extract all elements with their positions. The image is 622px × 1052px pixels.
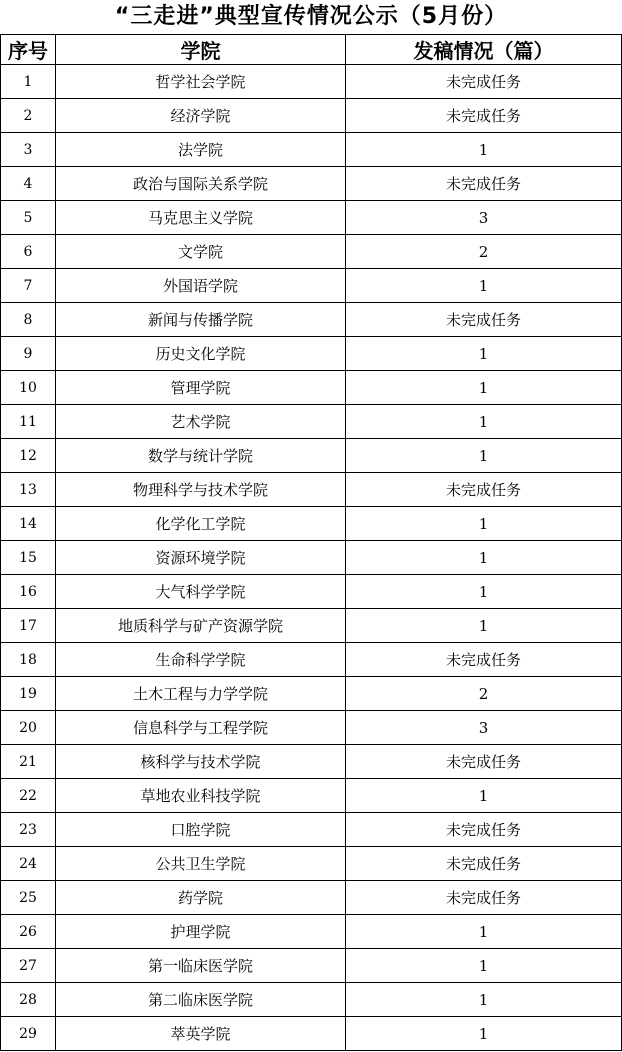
table-row bbox=[1, 167, 622, 201]
cell-index[interactable]: 26 bbox=[1, 915, 56, 949]
table-row bbox=[1, 677, 622, 711]
cell-index[interactable]: 14 bbox=[1, 507, 56, 541]
cell-school[interactable]: 经济学院 bbox=[56, 99, 346, 133]
cell-index[interactable]: 2 bbox=[1, 99, 56, 133]
cell-status[interactable]: 未完成任务 bbox=[346, 473, 622, 507]
table-row bbox=[1, 915, 622, 949]
cell-school[interactable]: 第一临床医学院 bbox=[56, 949, 346, 983]
cell-index[interactable]: 21 bbox=[1, 745, 56, 779]
header-row bbox=[1, 35, 622, 65]
cell-school[interactable]: 护理学院 bbox=[56, 915, 346, 949]
table-row bbox=[1, 507, 622, 541]
table-row bbox=[1, 779, 622, 813]
cell-index[interactable]: 20 bbox=[1, 711, 56, 745]
cell-school[interactable]: 文学院 bbox=[56, 235, 346, 269]
cell-school[interactable]: 萃英学院 bbox=[56, 1017, 346, 1051]
cell-status[interactable]: 未完成任务 bbox=[346, 881, 622, 915]
cell-index[interactable]: 12 bbox=[1, 439, 56, 473]
cell-school[interactable]: 历史文化学院 bbox=[56, 337, 346, 371]
cell-school[interactable]: 哲学社会学院 bbox=[56, 65, 346, 99]
cell-status[interactable]: 3 bbox=[346, 711, 622, 745]
table-row bbox=[1, 575, 622, 609]
table-row bbox=[1, 201, 622, 235]
cell-school[interactable]: 物理科学与技术学院 bbox=[56, 473, 346, 507]
cell-school[interactable]: 法学院 bbox=[56, 133, 346, 167]
cell-index[interactable]: 23 bbox=[1, 813, 56, 847]
table-row bbox=[1, 983, 622, 1017]
cell-status[interactable]: 1 bbox=[346, 541, 622, 575]
cell-status[interactable]: 1 bbox=[346, 269, 622, 303]
table-row bbox=[1, 847, 622, 881]
cell-status[interactable]: 未完成任务 bbox=[346, 745, 622, 779]
cell-status[interactable]: 1 bbox=[346, 507, 622, 541]
cell-school[interactable]: 核科学与技术学院 bbox=[56, 745, 346, 779]
table-row bbox=[1, 99, 622, 133]
table-row bbox=[1, 65, 622, 99]
cell-status[interactable]: 未完成任务 bbox=[346, 303, 622, 337]
cell-school[interactable]: 公共卫生学院 bbox=[56, 847, 346, 881]
cell-index[interactable]: 24 bbox=[1, 847, 56, 881]
cell-index[interactable]: 1 bbox=[1, 65, 56, 99]
table-row bbox=[1, 711, 622, 745]
cell-index[interactable]: 28 bbox=[1, 983, 56, 1017]
column-header-status[interactable]: 发稿情况（篇） bbox=[346, 35, 622, 65]
cell-index[interactable]: 5 bbox=[1, 201, 56, 235]
cell-status[interactable]: 2 bbox=[346, 235, 622, 269]
cell-index[interactable]: 15 bbox=[1, 541, 56, 575]
cell-index[interactable]: 11 bbox=[1, 405, 56, 439]
cell-status[interactable]: 1 bbox=[346, 949, 622, 983]
cell-index[interactable]: 29 bbox=[1, 1017, 56, 1051]
cell-school[interactable]: 药学院 bbox=[56, 881, 346, 915]
table-row bbox=[1, 949, 622, 983]
cell-status[interactable]: 未完成任务 bbox=[346, 813, 622, 847]
table-row bbox=[1, 813, 622, 847]
cell-status[interactable]: 1 bbox=[346, 133, 622, 167]
table-row bbox=[1, 609, 622, 643]
cell-status[interactable]: 1 bbox=[346, 609, 622, 643]
cell-index[interactable]: 18 bbox=[1, 643, 56, 677]
cell-school[interactable]: 马克思主义学院 bbox=[56, 201, 346, 235]
cell-index[interactable]: 4 bbox=[1, 167, 56, 201]
cell-school[interactable]: 口腔学院 bbox=[56, 813, 346, 847]
cell-school[interactable]: 大气科学学院 bbox=[56, 575, 346, 609]
table-row bbox=[1, 371, 622, 405]
cell-status[interactable]: 3 bbox=[346, 201, 622, 235]
cell-school[interactable]: 艺术学院 bbox=[56, 405, 346, 439]
table-row bbox=[1, 303, 622, 337]
table-row bbox=[1, 133, 622, 167]
cell-status[interactable]: 1 bbox=[346, 371, 622, 405]
cell-school[interactable]: 数学与统计学院 bbox=[56, 439, 346, 473]
column-header-index[interactable]: 序号 bbox=[1, 35, 56, 65]
cell-school[interactable]: 管理学院 bbox=[56, 371, 346, 405]
cell-index[interactable]: 27 bbox=[1, 949, 56, 983]
cell-status[interactable]: 1 bbox=[346, 439, 622, 473]
cell-status[interactable]: 1 bbox=[346, 575, 622, 609]
page-title: “三走进”典型宣传情况公示（5月份） bbox=[114, 4, 508, 29]
table-row bbox=[1, 439, 622, 473]
cell-status[interactable]: 1 bbox=[346, 1017, 622, 1051]
cell-index[interactable]: 3 bbox=[1, 133, 56, 167]
table-row bbox=[1, 541, 622, 575]
table-row bbox=[1, 405, 622, 439]
table-row bbox=[1, 881, 622, 915]
cell-status[interactable]: 未完成任务 bbox=[346, 65, 622, 99]
table-row bbox=[1, 235, 622, 269]
table-row bbox=[1, 745, 622, 779]
cell-index[interactable]: 19 bbox=[1, 677, 56, 711]
cell-school[interactable]: 土木工程与力学学院 bbox=[56, 677, 346, 711]
cell-index[interactable]: 13 bbox=[1, 473, 56, 507]
cell-index[interactable]: 6 bbox=[1, 235, 56, 269]
table-row bbox=[1, 269, 622, 303]
cell-school[interactable]: 新闻与传播学院 bbox=[56, 303, 346, 337]
cell-index[interactable]: 25 bbox=[1, 881, 56, 915]
table-row bbox=[1, 473, 622, 507]
column-header-school[interactable]: 学院 bbox=[56, 35, 346, 65]
cell-school[interactable]: 草地农业科技学院 bbox=[56, 779, 346, 813]
cell-school[interactable]: 化学化工学院 bbox=[56, 507, 346, 541]
cell-status[interactable]: 1 bbox=[346, 779, 622, 813]
cell-index[interactable]: 9 bbox=[1, 337, 56, 371]
table-row bbox=[1, 643, 622, 677]
cell-status[interactable]: 未完成任务 bbox=[346, 167, 622, 201]
cell-status[interactable]: 未完成任务 bbox=[346, 99, 622, 133]
table-body bbox=[1, 65, 622, 1051]
table-row bbox=[1, 337, 622, 371]
cell-school[interactable]: 第二临床医学院 bbox=[56, 983, 346, 1017]
cell-status[interactable]: 1 bbox=[346, 337, 622, 371]
cell-status[interactable]: 1 bbox=[346, 915, 622, 949]
publicity-table bbox=[0, 34, 622, 1051]
cell-status[interactable]: 2 bbox=[346, 677, 622, 711]
cell-index[interactable]: 16 bbox=[1, 575, 56, 609]
cell-index[interactable]: 22 bbox=[1, 779, 56, 813]
cell-index[interactable]: 17 bbox=[1, 609, 56, 643]
cell-index[interactable]: 8 bbox=[1, 303, 56, 337]
cell-status[interactable]: 未完成任务 bbox=[346, 847, 622, 881]
cell-status[interactable]: 1 bbox=[346, 405, 622, 439]
cell-school[interactable]: 信息科学与工程学院 bbox=[56, 711, 346, 745]
cell-school[interactable]: 生命科学学院 bbox=[56, 643, 346, 677]
cell-school[interactable]: 资源环境学院 bbox=[56, 541, 346, 575]
table-row bbox=[1, 1017, 622, 1051]
cell-school[interactable]: 政治与国际关系学院 bbox=[56, 167, 346, 201]
cell-index[interactable]: 10 bbox=[1, 371, 56, 405]
cell-status[interactable]: 未完成任务 bbox=[346, 643, 622, 677]
cell-school[interactable]: 外国语学院 bbox=[56, 269, 346, 303]
table-header bbox=[1, 35, 622, 65]
cell-status[interactable]: 1 bbox=[346, 983, 622, 1017]
cell-school[interactable]: 地质科学与矿产资源学院 bbox=[56, 609, 346, 643]
cell-index[interactable]: 7 bbox=[1, 269, 56, 303]
